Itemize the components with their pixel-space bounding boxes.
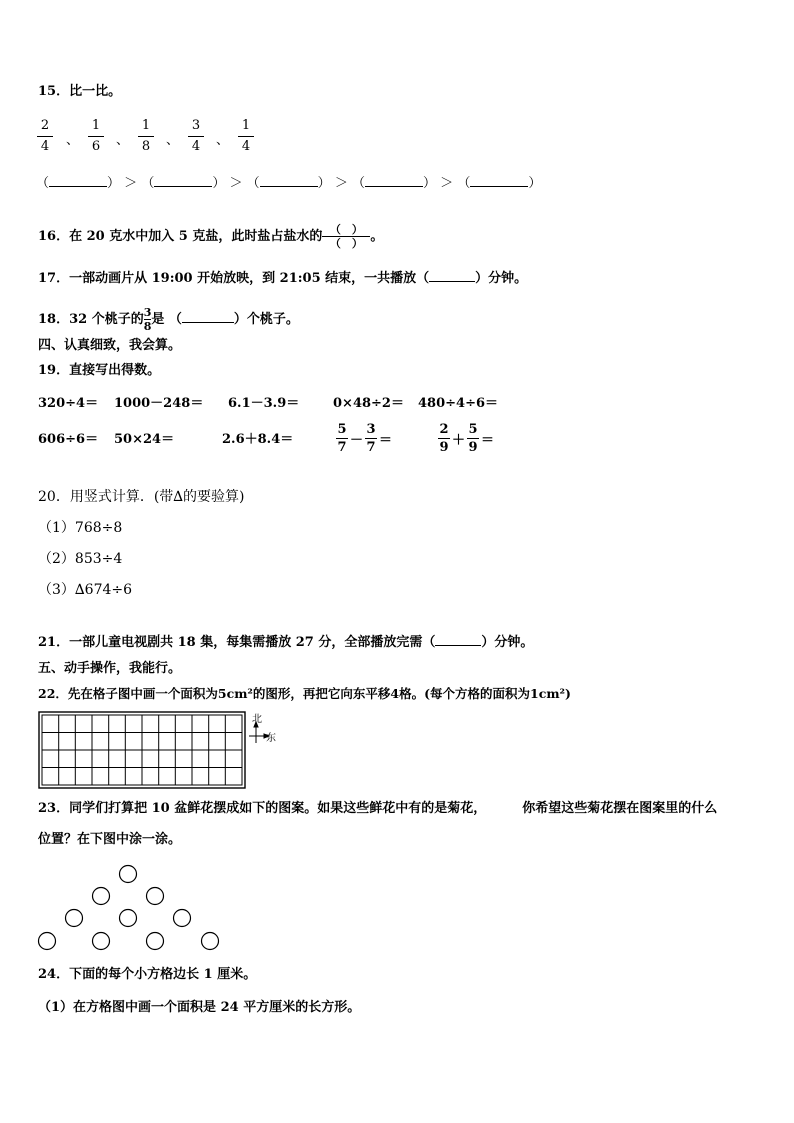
q19-expr: 6.1－3.9＝ (228, 396, 300, 411)
compass-east-label: 东 (266, 733, 276, 744)
answer-blank[interactable] (182, 312, 234, 323)
q15-comparison-row: （ ） ＞ （ ） ＞ （ ） ＞ （ ） ＞ （ ） (36, 176, 542, 191)
flower-circle[interactable] (147, 933, 164, 950)
q15-fraction-4: 3 4 (188, 118, 204, 155)
fraction: $\frac{3}{8}$ (143, 306, 152, 333)
answer-blank[interactable] (435, 635, 481, 646)
q20-item: （2）853÷4 (38, 551, 123, 567)
q19-expr: 606÷6＝ (38, 432, 99, 447)
answer-blank[interactable] (260, 176, 318, 187)
answer-blank[interactable] (470, 176, 528, 187)
separator: 、 (116, 133, 130, 148)
answer-blank[interactable] (365, 176, 423, 187)
flower-circle[interactable] (93, 888, 110, 905)
separator: 、 (166, 133, 180, 148)
answer-blank[interactable] (154, 176, 212, 187)
flower-pattern[interactable] (30, 860, 230, 955)
q19-expr: 1000－248＝ (114, 396, 204, 411)
answer-blank[interactable] (429, 271, 475, 282)
q20-item: （1）768÷8 (38, 520, 123, 536)
q24-sub1: （1）在方格图中画一个面积是 24 平方厘米的长方形。 (38, 1000, 361, 1015)
grid-paper[interactable] (38, 711, 278, 791)
flower-circle[interactable] (147, 888, 164, 905)
flower-circle[interactable] (93, 933, 110, 950)
flower-circle[interactable] (39, 933, 56, 950)
q17-text: 17．一部动画片从 19:00 开始放映，到 21:05 结束，一共播放（ ）分钟。 (38, 271, 528, 286)
q19-expr: 0×48÷2＝ (333, 396, 404, 411)
q15-fraction-2: 1 6 (88, 118, 104, 155)
q16-text: 16．在 20 克水中加入 5 克盐，此时盐占盐水的 （ ） （ ） 。 (38, 223, 384, 250)
flower-circle[interactable] (202, 933, 219, 950)
q19-expr: 50×24＝ (114, 432, 175, 447)
section-5-title: 五、动手操作，我能行。 (38, 661, 182, 676)
q22-title: 22．先在格子图中画一个面积为5cm²的图形，再把它向东平移4格。(每个方格的面积为1cm²) (38, 686, 571, 701)
answer-blank[interactable] (49, 176, 107, 187)
q19-expr: 480÷4÷6＝ (418, 396, 499, 411)
q19-fraction-expr: 5 7 － 3 7 ＝ (337, 422, 393, 455)
q20-item: （3）∆674÷6 (38, 582, 133, 598)
section-4-title: 四、认真细致，我会算。 (38, 338, 182, 353)
flower-circle[interactable] (66, 910, 83, 927)
q21-text: 21．一部儿童电视剧共 18 集，每集需播放 27 分，全部播放完需（ ）分钟。 (38, 635, 534, 650)
compass-north-label: 北 (252, 714, 262, 725)
q20-title: 20．用竖式计算．(带∆的要验算) (38, 489, 245, 505)
q24-title: 24．下面的每个小方格边长 1 厘米。 (38, 967, 257, 982)
separator: 、 (66, 133, 80, 148)
q19-expr: 320÷4＝ (38, 396, 99, 411)
q19-fraction-expr: 2 9 ＋ 5 9 ＝ (439, 422, 495, 455)
flower-circle[interactable] (120, 866, 137, 883)
q15-title: 15．比一比。 (38, 84, 122, 99)
answer-fraction-blank[interactable]: （ ） （ ） (322, 224, 370, 249)
q23-text-line2: 位置？在下图中涂一涂。 (38, 832, 182, 847)
q19-title: 19．直接写出得数。 (38, 363, 161, 378)
q19-expr: 2.6＋8.4＝ (222, 432, 294, 447)
flower-circle[interactable] (174, 910, 191, 927)
q15-fraction-3: 1 8 (138, 118, 154, 155)
q15-fraction-1: 2 4 (37, 118, 53, 155)
separator: 、 (216, 133, 230, 148)
q18-text: 18．32 个桃子的 $\frac{3}{8}$ 是 （ ）个桃子。 (38, 306, 299, 333)
q15-fraction-5: 1 4 (238, 118, 254, 155)
q23-text-line1: 23．同学们打算把 10 盆鲜花摆成如下的图案。如果这些鲜花中有的是菊花， 你希望这些菊花摆在图案里的什么 (38, 801, 718, 816)
flower-circle[interactable] (120, 910, 137, 927)
